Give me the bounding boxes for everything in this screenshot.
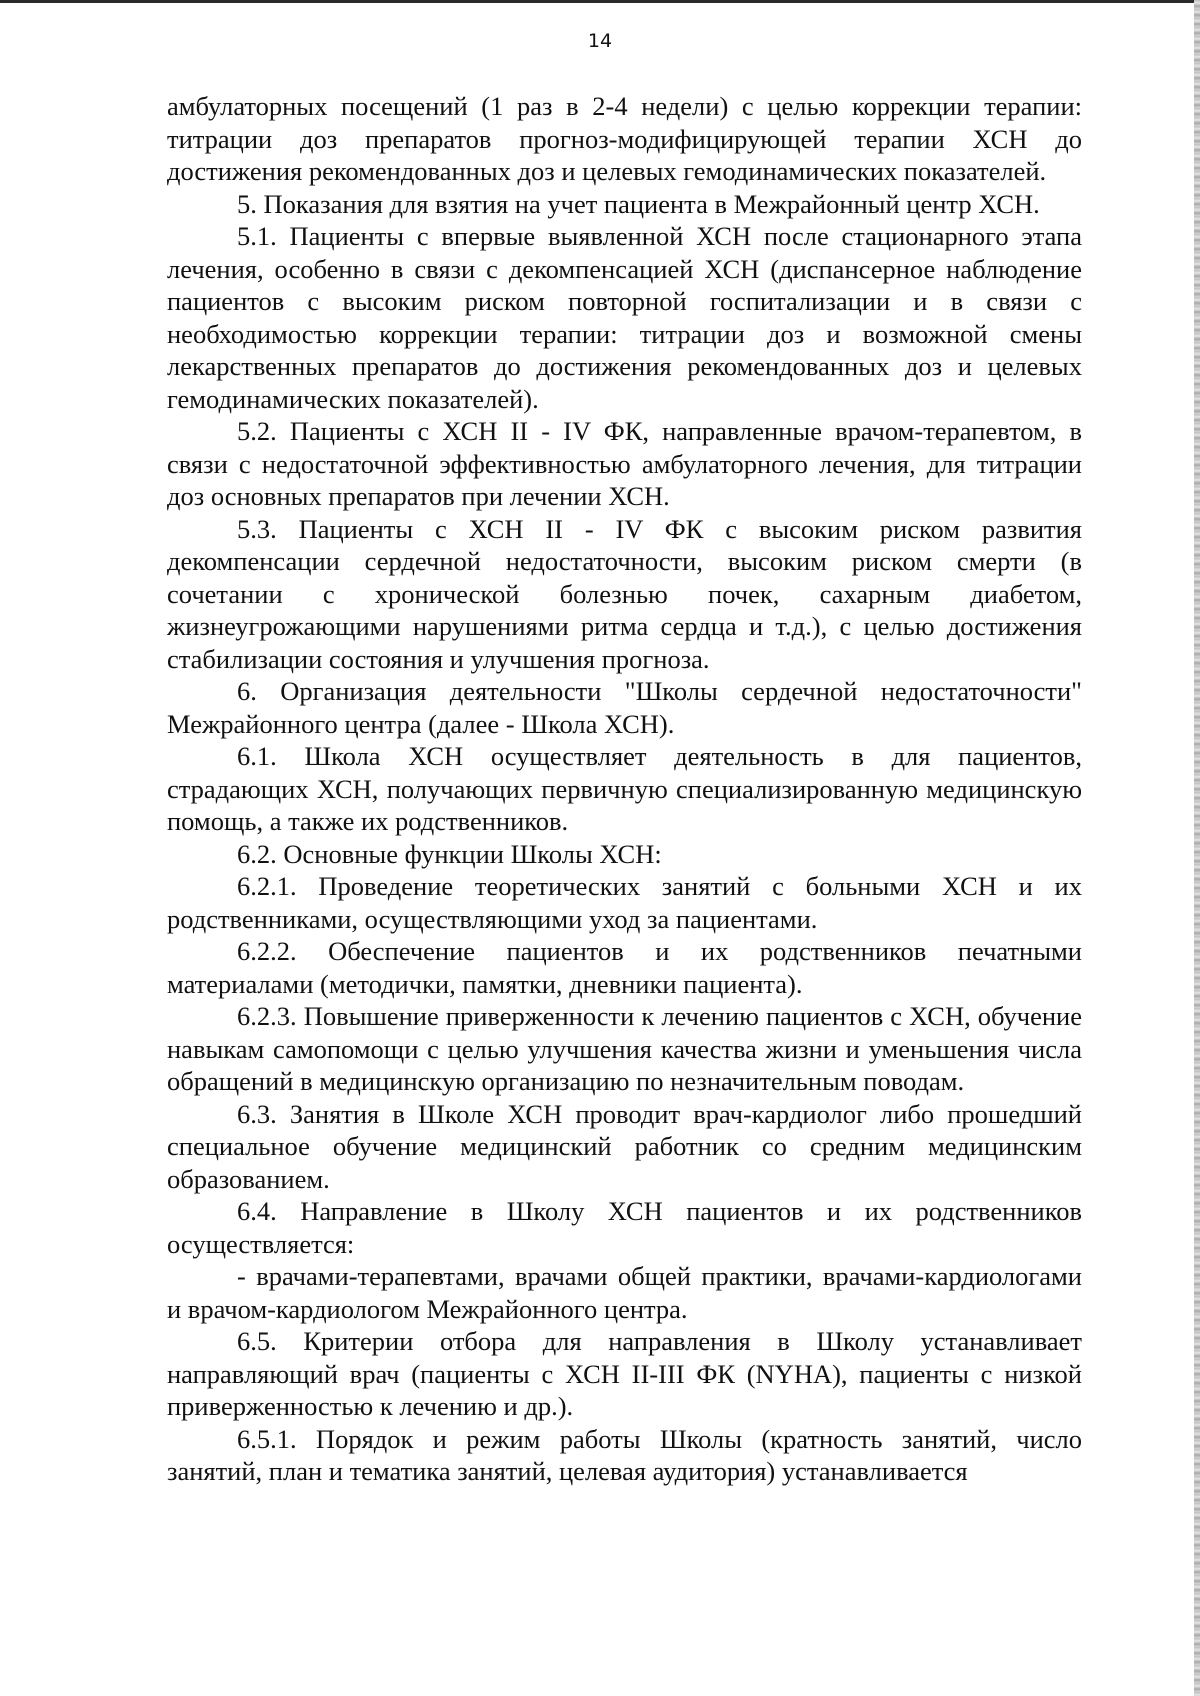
paragraph-6-5-1: 6.5.1. Порядок и режим работы Школы (кратность занятий, число занятий, план и тематика занятий, целевая аудитория) устанавливается xyxy=(167,1423,1082,1486)
paragraph-5-2: 5.2. Пациенты с ХСН II - IV ФК, направленные врачом-терапевтом, в связи с недостаточной эффективностью амбулаторного лечения, для титрации доз основных препаратов при лечении ХСН. xyxy=(167,416,1082,511)
paragraph-6-5: 6.5. Критерии отбора для направления в Школу устанавливает направляющий врач (пациенты с ХСН II-III ФК (NYHA), пациенты с низкой приверженностью к лечению и др.). xyxy=(167,1326,1082,1421)
scan-edge-right xyxy=(1194,0,1200,1696)
paragraph-6-2-3: 6.2.3. Повышение приверженности к лечению пациентов с ХСН, обучение навыкам самопомощи с целью улучшения качества жизни и уменьшения числа обращений в медицинскую организацию по незначительным поводам. xyxy=(167,1001,1082,1096)
paragraph-6-3: 6.3. Занятия в Школе ХСН проводит врач-кардиолог либо прошедший специальное обучение медицинский работник со средним медицинским образованием. xyxy=(167,1098,1082,1194)
paragraph-6-4-list-item: - врачами-терапевтами, врачами общей практики, врачами-кардиологами и врачом-кардиологом Межрайонного центра. xyxy=(167,1261,1082,1324)
paragraph-6-2-2: 6.2.2. Обеспечение пациентов и их родственников печатными материалами (методички, памятки, дневники пациента). xyxy=(167,936,1082,999)
paragraph-6-2: 6.2. Основные функции Школы ХСН: xyxy=(237,838,662,869)
paragraph-5-1: 5.1. Пациенты с впервые выявленной ХСН после стационарного этапа лечения, особенно в связи с декомпенсацией ХСН (диспансерное наблюдение пациентов с высоким риском повторной госпитализации и в связи с необходимостью коррекции терапии: титрации доз и возможной смены лекарственных препаратов до достижения рекомендованных доз и целевых гемодинамических показателей). xyxy=(167,221,1082,414)
scan-edge-top xyxy=(0,0,1200,3)
paragraph-6-2-1: 6.2.1. Проведение теоретических занятий с больными ХСН и их родственниками, осуществляющими уход за пациентами. xyxy=(167,871,1082,934)
page-number: 14 xyxy=(587,30,613,52)
paragraph-section-6: 6. Организация деятельности "Школы сердечной недостаточности" Межрайонного центра (далее - Школа ХСН). xyxy=(167,676,1082,739)
document-body xyxy=(167,90,1082,1488)
paragraph-5-3: 5.3. Пациенты с ХСН II - IV ФК с высоким риском развития декомпенсации сердечной недостаточности, высоким риском смерти (в сочетании с хронической болезнью почек, сахарным диабетом, жизнеугрожающими нарушениями ритма сердца и т.д.), с целью достижения стабилизации состояния и улучшения прогноза. xyxy=(167,513,1082,674)
paragraph-6-1: 6.1. Школа ХСН осуществляет деятельность в для пациентов, страдающих ХСН, получающих первичную специализированную медицинскую помощь, а также их родственников. xyxy=(167,741,1082,836)
paragraph-6-4: 6.4. Направление в Школу ХСН пациентов и их родственников осуществляется: xyxy=(167,1196,1082,1259)
paragraph-section-5: 5. Показания для взятия на учет пациента в Межрайонный центр ХСН. xyxy=(237,188,1040,219)
paragraph-continuation: амбулаторных посещений (1 раз в 2-4 недели) с целью коррекции терапии: титрации доз препаратов прогноз-модифицирующей терапии ХСН до достижения рекомендованных доз и целевых гемодинамических показателей. xyxy=(167,91,1082,186)
